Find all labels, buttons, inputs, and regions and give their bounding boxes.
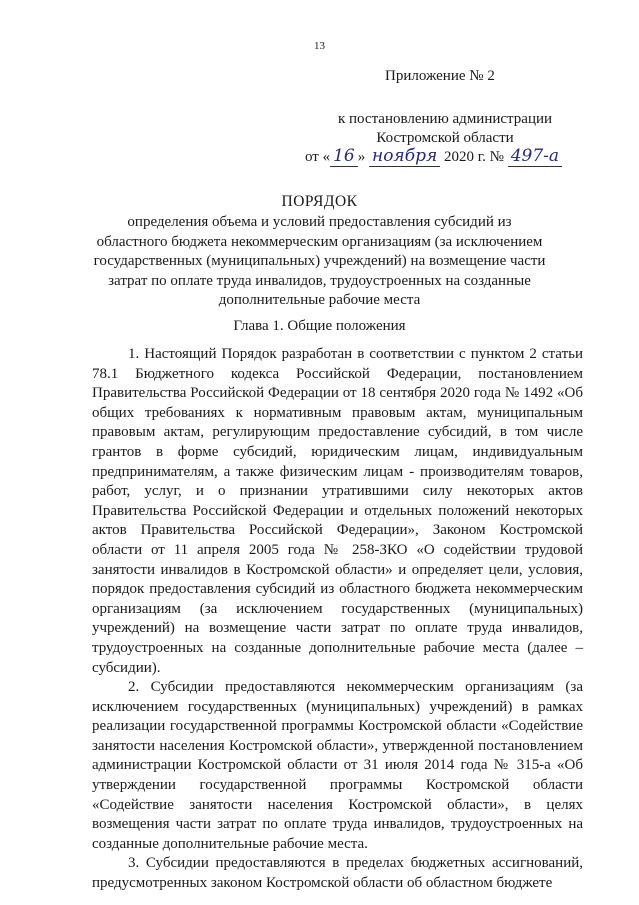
decree-month: ноября — [369, 146, 440, 167]
decree-line-1: к постановлению администрации — [337, 111, 553, 127]
decree-line-2: Костромской области — [376, 130, 514, 146]
page-number: 13 — [314, 40, 325, 52]
decree-year: 2020 г. № — [443, 149, 504, 165]
decree-reference — [300, 110, 590, 148]
document-title: ПОРЯДОК — [281, 193, 358, 210]
paragraph-1: 1. Настоящий Порядок разработан в соответствии с пунктом 2 статьи 78.1 Бюджетного кодекса Российской Федерации, постановлением Правительства Российской Федерации от 18 сентября 2020 года № 1492 «Об общих требованиях к нормативным правовым актам, муниципальным правовым актам, регулирующим предоставление субсидий, в том числе грантов в форме субсидий, юридическим лицам, индивидуальным предпринимателям, а также физическим лицам - производителям товаров, работ, услуг, и о признании утратившими силу некоторых актов Правительства Российской Федерации и отдельных положений некоторых актов Правительства Российской Федерации», Законом Костромской области от 11 апреля 2005 года № 258-ЗКО «О содействии трудовой занятости инвалидов в Костромской области» и определяет цели, условия, порядок предоставления субсидий из областного бюджета некоммерческим организациям (за исключением государственных (муниципальных) учреждений) на возмещение части затрат по оплате труда инвалидов, трудоустроенных на созданные дополнительные рабочие места (далее – субсидии). — [92, 346, 583, 676]
document-body — [92, 345, 583, 894]
decree-day: 16 — [330, 146, 358, 167]
decree-mid: » — [357, 149, 366, 165]
document-subtitle: определения объема и условий предоставления субсидий из областного бюджета некоммерческим организациям (за исключением государственных (муниципальных) учреждений) на возмещение части затрат по оплате труда инвалидов, трудоустроенных на созданные дополнительные рабочие места — [93, 214, 546, 308]
chapter-heading: Глава 1. Общие положения — [233, 318, 406, 334]
decree-number: 497-а — [508, 146, 562, 167]
annex-label: Приложение № 2 — [385, 68, 495, 84]
paragraph-3: 3. Субсидии предоставляются в пределах бюджетных ассигнований, предусмотренных законом Костромской области об областном бюджете — [92, 855, 583, 892]
decree-from: от « — [305, 149, 331, 165]
paragraph-2: 2. Субсидии предоставляются некоммерческим организациям (за исключением государственных (муниципальных) учреждений) в рамках реализации государственной программы Костромской области «Содействие занятости населения Костромской области», утвержденной постановлением администрации Костромской области от 31 июля 2014 года № 315-а «Об утверждении государственной программы Костромской области «Содействие занятости населения Костромской области», в целях возмещения части затрат по оплате труда инвалидов, трудоустроенных на созданные дополнительные рабочие места. — [92, 679, 583, 852]
decree-date-line — [305, 146, 562, 167]
